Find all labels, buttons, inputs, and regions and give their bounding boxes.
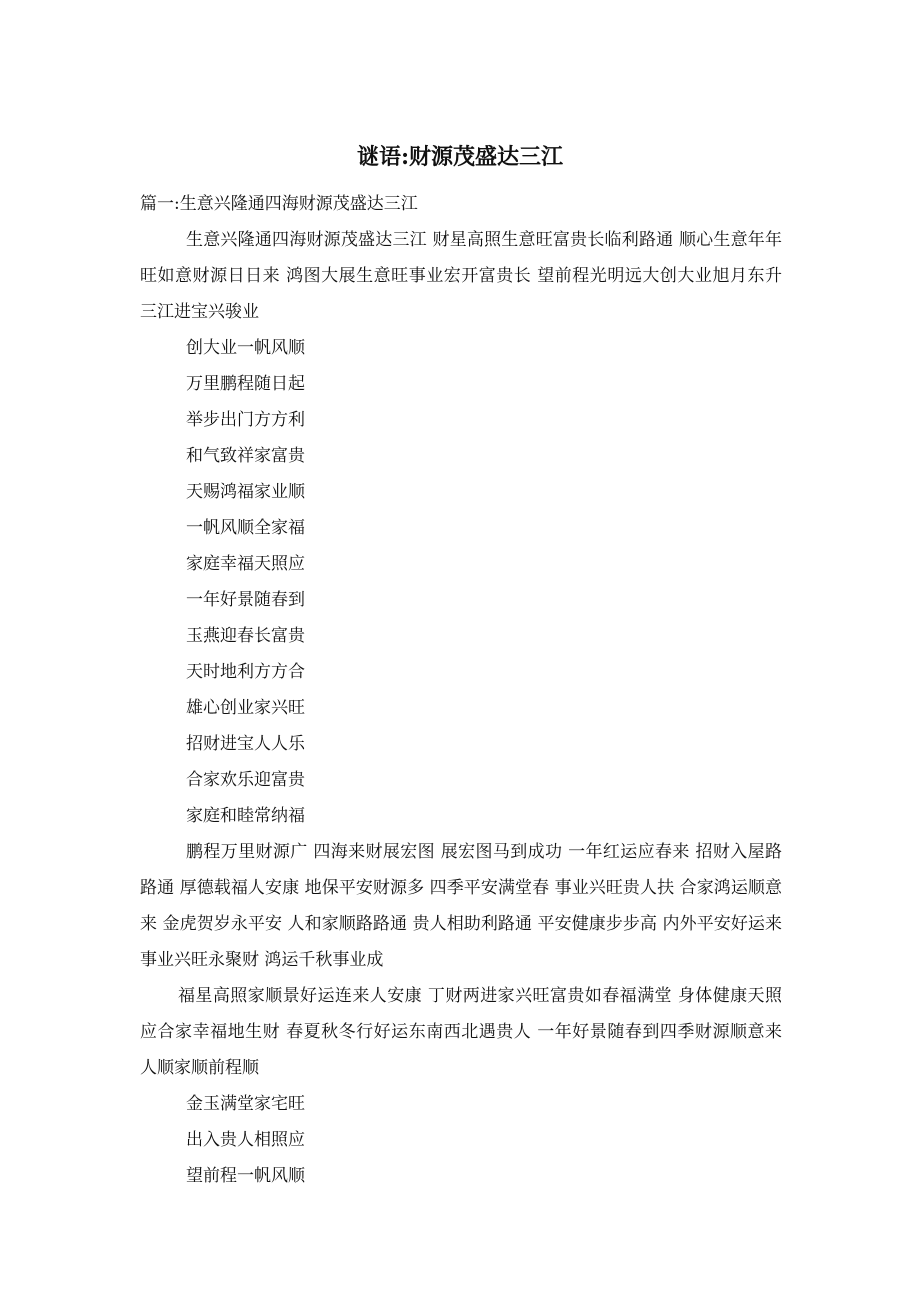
couplet-line: 合家欢乐迎富贵 — [186, 770, 305, 790]
couplet-line: 雄心创业家兴旺 — [186, 698, 305, 718]
couplet-line: 万里鹏程随日起 — [186, 374, 305, 394]
couplet-line: 天赐鸿福家业顺 — [186, 482, 305, 502]
couplet-line: 望前程一帆风顺 — [186, 1166, 305, 1186]
couplet-line: 创大业一帆风顺 — [186, 338, 305, 358]
couplet-line: 出入贵人相照应 — [186, 1130, 305, 1150]
paragraph-2: 鹏程万里财源广 四海来财展宏图 展宏图马到成功 一年红运应春来 招财入屋路路通 厚德载福人安康 地保平安财源多 四季平安满堂春 事业兴旺贵人扶 合家鸿运顺意来 金虎贺岁永平安 人和家顺路路通 贵人相助利路通 平安健康步步高 内外平安好运来 事业兴旺永聚财 鸿运千秋事业成 — [140, 842, 782, 970]
couplet-line: 金玉满堂家宅旺 — [186, 1094, 305, 1114]
couplet-line: 一年好景随春到 — [186, 590, 305, 610]
paragraph-1: 生意兴隆通四海财源茂盛达三江 财星高照生意旺富贵长临利路通 顺心生意年年旺如意财源日日来 鸿图大展生意旺事业宏开富贵长 望前程光明远大创大业旭月东升 三江进宝兴骏业 — [140, 230, 782, 322]
paragraph-3: 福星高照家顺景好运连来人安康 丁财两进家兴旺富贵如春福满堂 身体健康天照应合家幸福地生财 春夏秋冬行好运东南西北遇贵人 一年好景随春到四季财源顺意来 人顺家顺前程顺 — [140, 986, 782, 1078]
couplet-line: 和气致祥家富贵 — [186, 446, 305, 466]
couplet-line: 招财进宝人人乐 — [186, 734, 305, 754]
couplet-line: 玉燕迎春长富贵 — [186, 626, 305, 646]
couplet-line: 举步出门方方利 — [186, 410, 305, 430]
couplet-list-1 — [140, 330, 782, 834]
document-title: 谜语:财源茂盛达三江 — [356, 144, 564, 170]
document-body — [140, 186, 782, 1194]
couplet-line: 天时地利方方合 — [186, 662, 305, 682]
couplet-line: 一帆风顺全家福 — [186, 518, 305, 538]
section-heading: 篇一:生意兴隆通四海财源茂盛达三江 — [140, 194, 418, 214]
couplet-list-2 — [140, 1086, 782, 1194]
couplet-line: 家庭和睦常纳福 — [186, 806, 305, 826]
couplet-line: 家庭幸福天照应 — [186, 554, 305, 574]
